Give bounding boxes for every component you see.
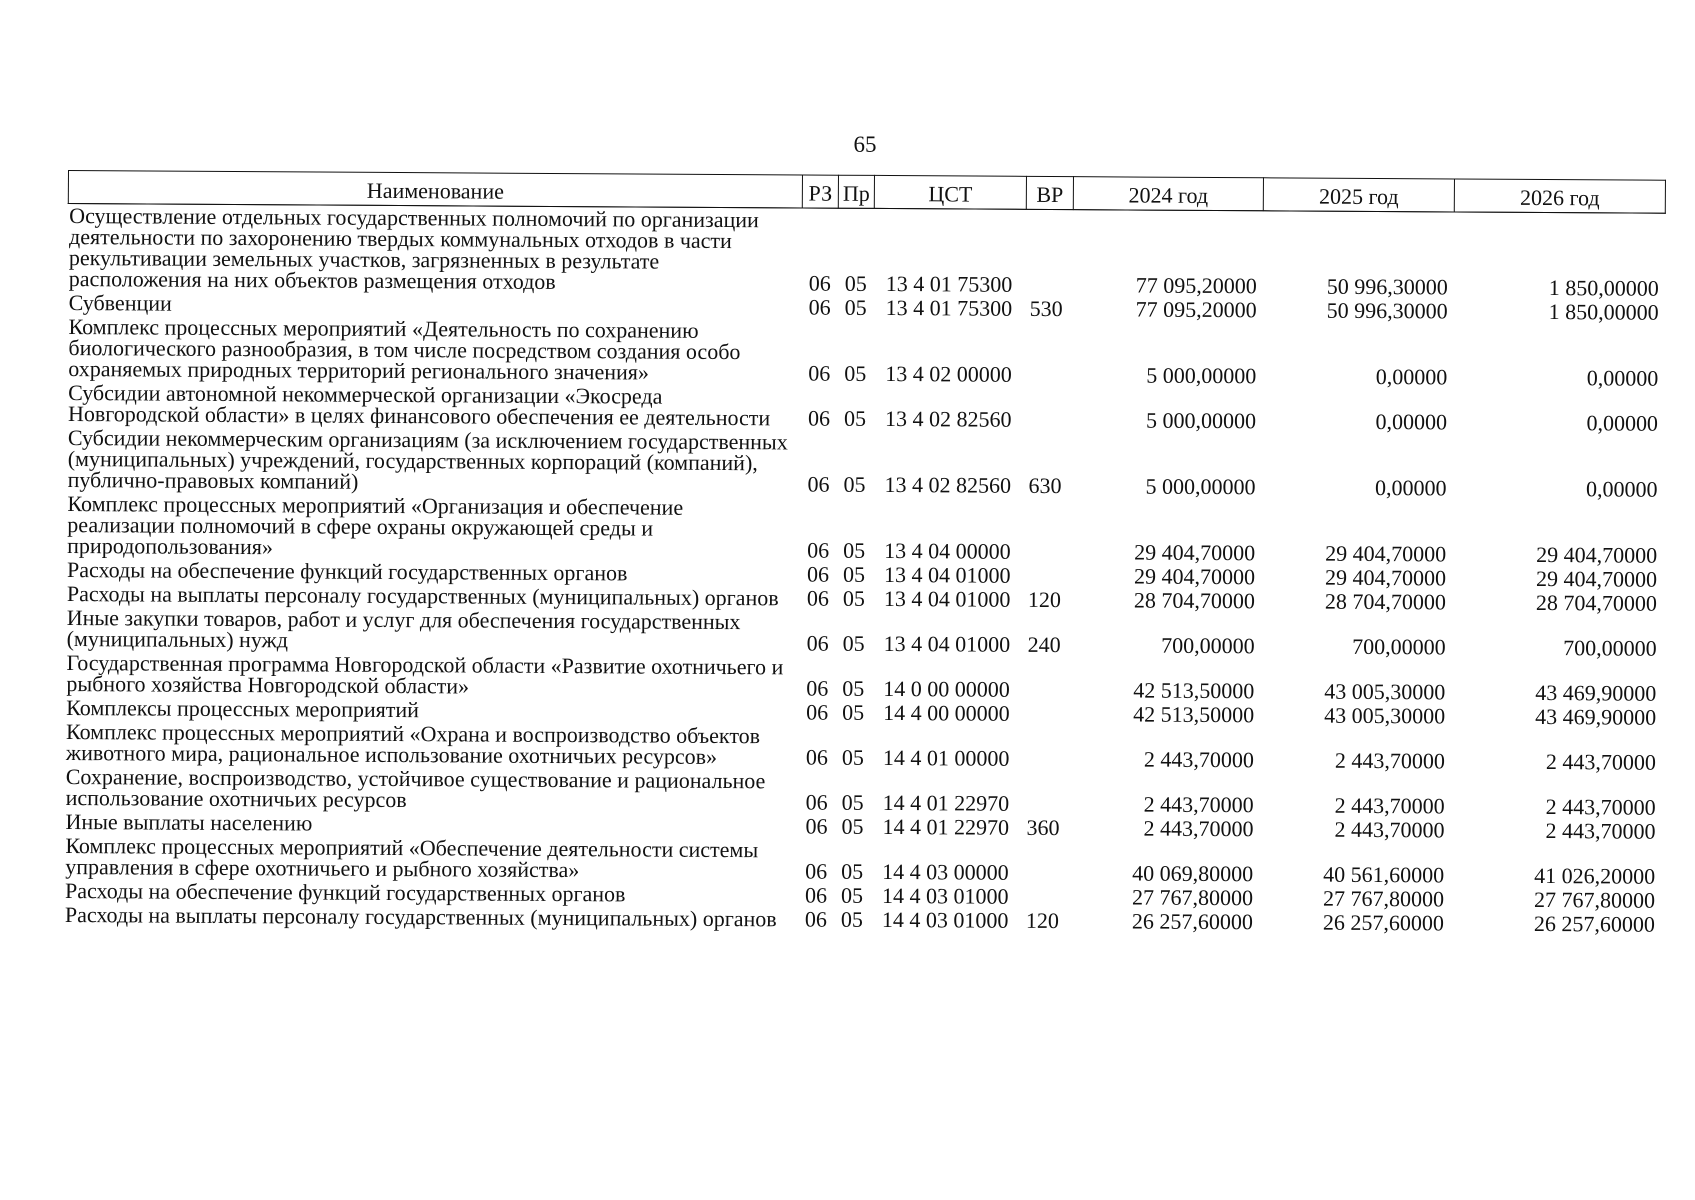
- table-row: [67, 426, 1664, 502]
- row-name: Иные выплаты населению: [65, 808, 313, 836]
- row-pr: 05: [841, 858, 864, 884]
- row-pr: 05: [843, 537, 866, 563]
- row-pr: 05: [841, 882, 864, 908]
- row-amount-2026: 2 443,70000: [1545, 749, 1656, 775]
- row-vr: [1025, 321, 1072, 387]
- row-cst: 14 4 03 01000: [882, 882, 1009, 909]
- row-rz: 06: [805, 882, 828, 908]
- header-name: Наименование: [68, 171, 802, 208]
- row-amount-2024: 42 513,50000: [1133, 677, 1255, 704]
- row-amount-2025: 2 443,70000: [1334, 816, 1445, 843]
- row-amount-2024: 2 443,70000: [1143, 791, 1254, 818]
- row-amount-2024: 40 069,80000: [1132, 860, 1254, 887]
- row-amount-2025: 43 005,30000: [1324, 702, 1446, 729]
- row-cst: 13 4 02 82560: [884, 471, 1012, 498]
- row-amount-2026: 0,00000: [1586, 476, 1658, 502]
- row-name: Государственная программа Новгородской области «Развитие охотничьего и рыбного хозяйства Новгородской области»: [66, 650, 784, 699]
- row-amount-2025: 28 704,70000: [1324, 588, 1446, 615]
- row-vr: 630: [1028, 472, 1062, 499]
- row-cst: 14 4 03 00000: [882, 858, 1009, 885]
- row-rz: 06: [808, 360, 831, 386]
- row-name: Комплекс процессных мероприятий «Деятельность по сохранению биологического разнообразия, в том числе посредством создания особо охраняемых природных территорий регионального значения»: [68, 314, 741, 385]
- row-amount-2024: 42 513,50000: [1133, 701, 1255, 728]
- row-vr: [1022, 885, 1069, 909]
- row-amount-2025: 0,00000: [1375, 474, 1447, 501]
- row-amount-2024: 29 404,70000: [1133, 563, 1256, 590]
- row-rz: 06: [807, 537, 830, 563]
- row-amount-2026: 26 257,60000: [1533, 910, 1655, 937]
- row-pr: 05: [842, 699, 865, 725]
- row-cst: 13 4 04 01000: [883, 561, 1011, 588]
- row-amount-2026: 1 850,00000: [1548, 275, 1659, 301]
- row-amount-2024: 77 095,20000: [1135, 296, 1257, 323]
- row-amount-2026: 28 704,70000: [1535, 589, 1657, 616]
- row-vr: 530: [1029, 295, 1063, 322]
- row-amount-2026: 0,00000: [1586, 365, 1659, 391]
- row-name: Осуществление отдельных государственных полномочий по организации деятельности по захоронению твердых коммунальных отходов в части рекультивации земельных участков, загрязненных в результате расположения на них объектов размещения отходов: [68, 203, 759, 294]
- row-vr: [1023, 771, 1070, 816]
- row-rz: 06: [808, 294, 831, 320]
- row-amount-2024: 700,00000: [1161, 632, 1255, 659]
- row-amount-2025: 700,00000: [1352, 633, 1446, 660]
- row-name: Расходы на обеспечение функций государственных органов: [66, 557, 628, 586]
- row-cst: 14 0 00 00000: [883, 675, 1010, 702]
- row-amount-2025: 26 257,60000: [1322, 909, 1445, 936]
- row-amount-2025: 29 404,70000: [1324, 564, 1447, 591]
- row-amount-2025: 40 561,60000: [1323, 861, 1445, 888]
- row-name: Сохранение, воспроизводство, устойчивое существование и рациональное использование охотничьих ресурсов: [65, 763, 766, 813]
- row-amount-2025: 43 005,30000: [1324, 678, 1446, 705]
- header-2025: 2025 год: [1263, 178, 1454, 212]
- row-vr: 120: [1025, 907, 1060, 934]
- row-pr: 05: [842, 561, 866, 587]
- row-name: Расходы на обеспечение функций государственных органов: [65, 877, 626, 907]
- row-amount-2026: 2 443,70000: [1545, 818, 1656, 844]
- row-pr: 05: [844, 270, 867, 296]
- row-rz: 06: [806, 699, 829, 725]
- row-rz: 06: [806, 675, 829, 701]
- row-vr: [1024, 498, 1071, 564]
- row-vr: [1022, 840, 1069, 885]
- row-rz: 06: [806, 561, 830, 587]
- row-name: Комплекс процессных мероприятий «Организация и обеспечение реализации полномочий в сфере охраны окружающей среды и природопользования»: [67, 491, 684, 560]
- row-amount-2024: 5 000,00000: [1146, 362, 1257, 389]
- row-amount-2026: 1 850,00000: [1548, 299, 1659, 325]
- row-cst: 13 4 04 01000: [883, 630, 1011, 657]
- row-vr: 360: [1026, 814, 1060, 841]
- row-amount-2024: 28 704,70000: [1133, 587, 1255, 614]
- row-amount-2024: 5 000,00000: [1145, 473, 1256, 500]
- row-vr: [1023, 657, 1070, 702]
- row-name: Расходы на выплаты персоналу государственных (муниципальных) органов: [64, 901, 777, 932]
- row-amount-2024: 2 443,70000: [1143, 746, 1254, 773]
- table-row: [66, 492, 1663, 568]
- row-amount-2024: 77 095,20000: [1135, 272, 1257, 299]
- row-pr: 05: [842, 585, 865, 611]
- row-amount-2026: 700,00000: [1563, 635, 1657, 661]
- row-pr: 05: [841, 744, 865, 770]
- table-row: [67, 315, 1664, 391]
- row-pr: 05: [841, 813, 864, 839]
- row-rz: 06: [805, 789, 828, 815]
- row-rz: 06: [806, 585, 829, 611]
- row-vr: [1023, 702, 1070, 726]
- row-pr: 05: [843, 405, 867, 431]
- row-amount-2026: 29 404,70000: [1536, 541, 1658, 568]
- row-amount-2025: 2 443,70000: [1334, 792, 1445, 819]
- row-amount-2025: 27 767,80000: [1322, 885, 1445, 912]
- row-amount-2024: 29 404,70000: [1134, 539, 1256, 566]
- table-row: [68, 204, 1666, 301]
- header-pr: Пр: [838, 175, 874, 208]
- row-rz: 06: [805, 744, 829, 770]
- row-pr: 05: [844, 360, 867, 386]
- row-name: Комплекс процессных мероприятий «Охрана и воспроизводство объектов животного мира, рациональное использование охотничьих ресурсов»: [65, 718, 761, 769]
- row-amount-2026: 27 767,80000: [1533, 886, 1656, 913]
- row-amount-2024: 26 257,60000: [1131, 908, 1254, 935]
- row-amount-2026: 43 469,90000: [1535, 703, 1657, 730]
- row-name: Субвенции: [68, 290, 172, 316]
- row-amount-2025: 2 443,70000: [1334, 747, 1445, 774]
- row-vr: [1026, 209, 1074, 297]
- row-cst: 14 4 01 22970: [882, 813, 1010, 840]
- row-name: Субсидии автономной некоммерческой организации «Экосреда Новгородской области» в целях финансового обеспечения ее деятельности: [67, 380, 771, 431]
- row-rz: 06: [805, 858, 828, 884]
- row-vr: [1025, 387, 1072, 432]
- row-rz: 06: [806, 630, 829, 656]
- row-pr: 05: [844, 294, 867, 320]
- row-amount-2025: 29 404,70000: [1325, 540, 1447, 567]
- row-cst: 13 4 01 75300: [885, 270, 1013, 297]
- row-pr: 05: [842, 630, 865, 656]
- row-amount-2025: 0,00000: [1375, 408, 1448, 435]
- row-cst: 13 4 02 00000: [885, 360, 1012, 387]
- header-2026: 2026 год: [1454, 179, 1665, 213]
- row-name: Комплекс процессных мероприятий «Обеспечение деятельности системы управления в сфере охотничьего и рыбного хозяйства»: [65, 832, 759, 883]
- row-amount-2025: 50 996,30000: [1326, 297, 1448, 324]
- row-amount-2026: 43 469,90000: [1535, 679, 1657, 706]
- row-vr: 240: [1027, 631, 1061, 658]
- header-cst: ЦСТ: [874, 175, 1026, 209]
- table-body: [64, 204, 1665, 937]
- row-rz: 06: [807, 405, 831, 431]
- row-cst: 13 4 02 82560: [884, 405, 1012, 432]
- row-amount-2025: 0,00000: [1375, 363, 1448, 390]
- header-vr: ВР: [1026, 176, 1073, 209]
- page-number: 65: [853, 132, 877, 157]
- row-amount-2026: 41 026,20000: [1534, 862, 1656, 889]
- row-amount-2024: 2 443,70000: [1143, 815, 1254, 842]
- row-cst: 13 4 01 75300: [885, 294, 1013, 321]
- budget-table: [63, 170, 1666, 937]
- row-cst: 14 4 01 22970: [882, 789, 1010, 816]
- row-rz: 06: [805, 813, 828, 839]
- row-amount-2026: 2 443,70000: [1545, 794, 1656, 820]
- row-name: Субсидии некоммерческим организациям (за исключением государственных (муниципальных) учреждений, государственных корпораций (компаний), публично-правовых компаний): [67, 425, 788, 494]
- row-cst: 14 4 01 00000: [882, 744, 1010, 771]
- row-name: Иные закупки товаров, работ и услуг для обеспечения государственных (муниципальных) нужд: [66, 605, 741, 653]
- row-vr: [1023, 726, 1070, 771]
- row-amount-2024: 27 767,80000: [1132, 884, 1254, 911]
- row-cst: 14 4 00 00000: [883, 699, 1010, 726]
- row-vr: [1024, 564, 1071, 588]
- row-amount-2026: 29 404,70000: [1535, 565, 1658, 592]
- row-pr: 05: [841, 789, 864, 815]
- row-amount-2026: 0,00000: [1586, 410, 1659, 436]
- row-amount-2025: 50 996,30000: [1326, 273, 1448, 300]
- row-rz: 06: [804, 906, 828, 932]
- row-name: Комплексы процессных мероприятий: [66, 694, 420, 723]
- row-pr: 05: [840, 906, 864, 932]
- header-2024: 2024 год: [1073, 177, 1263, 211]
- row-cst: 14 4 03 01000: [881, 906, 1009, 933]
- row-cst: 13 4 04 00000: [884, 537, 1011, 564]
- header-rz: РЗ: [802, 175, 838, 208]
- row-pr: 05: [842, 675, 865, 701]
- row-pr: 05: [843, 471, 866, 497]
- row-vr: 120: [1027, 586, 1061, 613]
- row-amount-2024: 5 000,00000: [1145, 407, 1257, 434]
- row-rz: 06: [807, 471, 830, 497]
- row-name: Расходы на выплаты персоналу государственных (муниципальных) органов: [66, 581, 779, 611]
- row-rz: 06: [808, 270, 831, 296]
- row-cst: 13 4 04 01000: [883, 585, 1011, 612]
